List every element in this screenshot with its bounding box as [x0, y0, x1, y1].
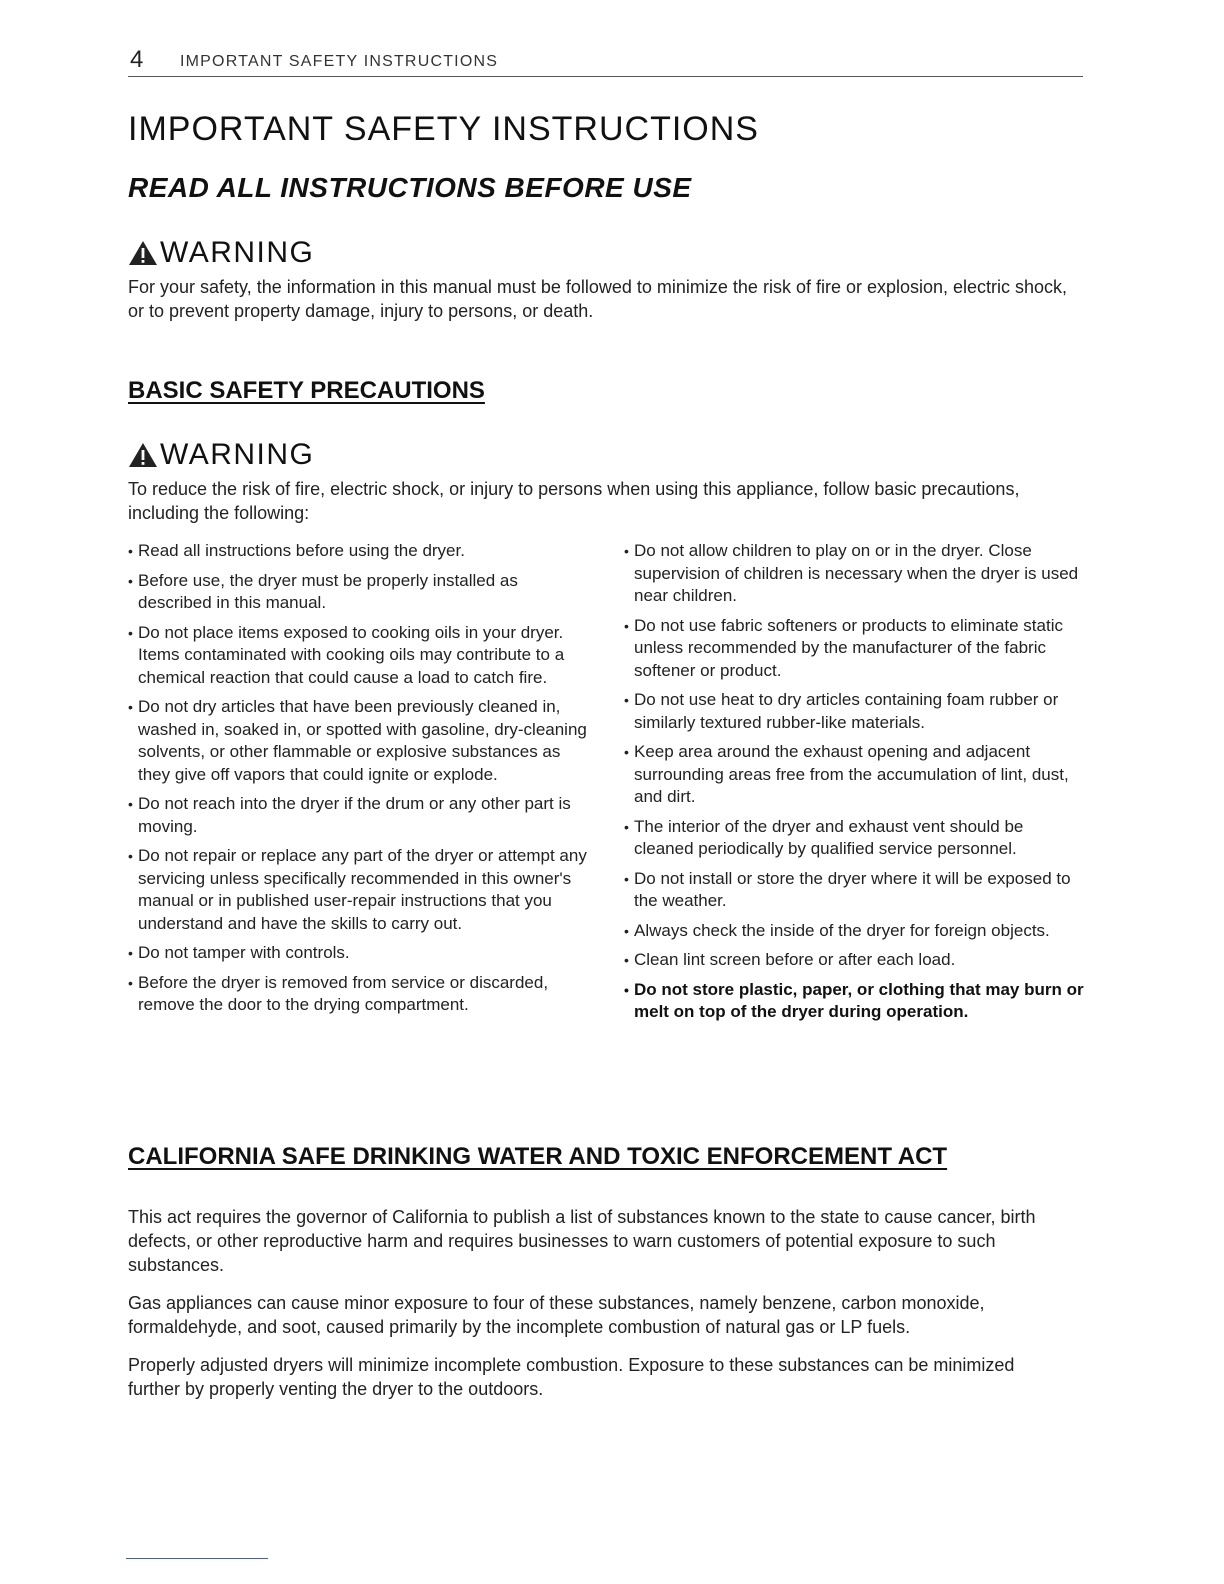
warning-label: WARNING: [160, 438, 315, 471]
page-header: [128, 44, 1083, 77]
warning-heading-2: [128, 438, 314, 472]
warning-heading-1: [128, 236, 314, 270]
page-number: 4: [130, 46, 144, 73]
california-paragraph: Properly adjusted dryers will minimize incomplete combustion. Exposure to these substances can be minimized further by properly venting the dryer to the outdoors.: [128, 1355, 1015, 1399]
list-item: • Keep area around the exhaust opening and adjacent surrounding areas free from the accumulation of lint, dust, and dirt.: [624, 741, 1084, 809]
list-item: • Clean lint screen before or after each load.: [624, 949, 1084, 972]
list-item: • Do not dry articles that have been previously cleaned in, washed in, soaked in, or spotted with gasoline, dry-cleaning solvents, or other flammable or explosive substances as they give off vapors that could ignite or explode.: [128, 696, 588, 786]
list-item: • Always check the inside of the dryer for foreign objects.: [624, 920, 1084, 943]
list-item: • Do not tamper with controls.: [128, 942, 588, 965]
warning-label: WARNING: [160, 236, 315, 269]
california-paragraph: This act requires the governor of California to publish a list of substances known to the state to cause cancer, birth defects, or other reproductive harm and requires businesses to warn customers of potential exposure to such substances.: [128, 1207, 1036, 1275]
running-title: IMPORTANT SAFETY INSTRUCTIONS: [180, 53, 499, 70]
california-paragraph: Gas appliances can cause minor exposure to four of these substances, namely benzene, carbon monoxide, formaldehyde, and soot, caused primarily by the incomplete combustion of natural gas or LP fuels.: [128, 1293, 985, 1337]
list-item: • Do not place items exposed to cooking oils in your dryer. Items contaminated with cooking oils may contribute to a chemical reaction that could cause a load to catch fire.: [128, 622, 588, 690]
precautions-left-list: [128, 540, 588, 1024]
precautions-right-list: [624, 540, 1084, 1031]
list-item: • Do not reach into the dryer if the drum or any other part is moving.: [128, 793, 588, 838]
list-item: • Before use, the dryer must be properly installed as described in this manual.: [128, 570, 588, 615]
basic-safety-heading: BASIC SAFETY PRECAUTIONS: [128, 377, 485, 404]
list-item: • Before the dryer is removed from service or discarded, remove the door to the drying compartment.: [128, 972, 588, 1017]
list-item: • Do not install or store the dryer where it will be exposed to the weather.: [624, 868, 1084, 913]
warning-triangle-icon: [128, 442, 158, 468]
list-item: • Do not use fabric softeners or products to eliminate static unless recommended by the manufacturer of the fabric softener or product.: [624, 615, 1084, 683]
california-act-heading: CALIFORNIA SAFE DRINKING WATER AND TOXIC ENFORCEMENT ACT: [128, 1143, 948, 1170]
list-item: • Do not use heat to dry articles containing foam rubber or similarly textured rubber-like materials.: [624, 689, 1084, 734]
warning-text: For your safety, the information in this manual must be followed to minimize the risk of fire or explosion, electric shock, or to prevent property damage, injury to persons, or death.: [128, 277, 1068, 321]
list-item: • Do not repair or replace any part of the dryer or attempt any servicing unless specifically recommended in this owner's manual or in published user-repair instructions that you understand and have the skills to carry out.: [128, 845, 588, 935]
warning-triangle-icon: [128, 240, 158, 266]
list-item: • The interior of the dryer and exhaust vent should be cleaned periodically by qualified service personnel.: [624, 816, 1084, 861]
list-item-emphasis: • Do not store plastic, paper, or clothing that may burn or melt on top of the dryer during operation.: [624, 979, 1084, 1024]
page-title: IMPORTANT SAFETY INSTRUCTIONS: [128, 110, 759, 148]
basic-safety-intro: To reduce the risk of fire, electric shock, or injury to persons when using this appliance, follow basic precautions, including the following:: [128, 479, 1020, 523]
list-item: • Do not allow children to play on or in the dryer. Close supervision of children is necessary when the dryer is used near children.: [624, 540, 1084, 608]
footer-rule: [126, 1558, 268, 1559]
page-subtitle: READ ALL INSTRUCTIONS BEFORE USE: [128, 172, 692, 203]
list-item: • Read all instructions before using the dryer.: [128, 540, 588, 563]
